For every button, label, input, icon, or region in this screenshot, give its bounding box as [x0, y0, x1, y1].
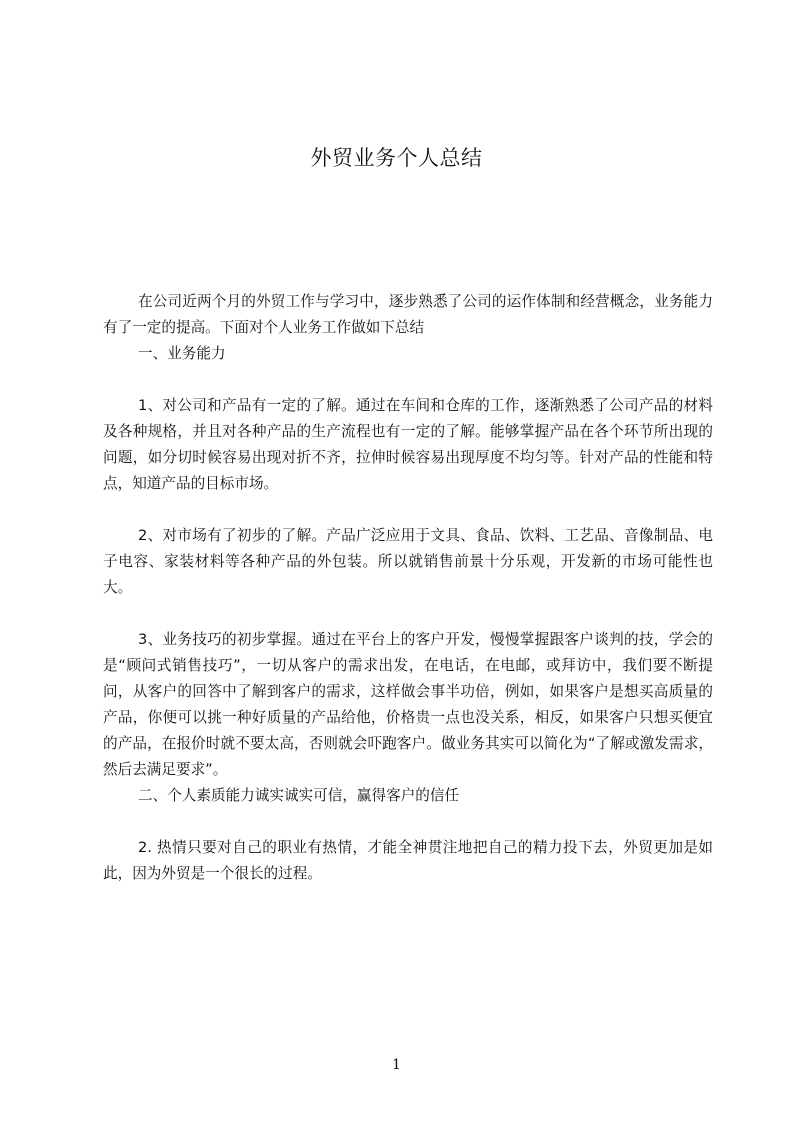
paragraph-business-skills: 3、业务技巧的初步掌握。通过在平台上的客户开发，慢慢掌握跟客户谈判的技，学会的是“顾问式销售技巧”，一切从客户的需求出发，在电话，在电邮，或拜访中，我们要不断提问，从客户的回答中了解到客户的需求，这样做会事半功倍，例如，如果客户是想买高质量的产品，你便可以挑一种好质量的产品给他，价格贵一点也没关系，相反，如果客户只想买便宜的产品，在报价时就不要太高，否则就会吓跑客户。做业务其实可以简化为“了解或激发需求，然后去满足要求”。 — [103, 631, 713, 778]
document-title: 外贸业务个人总结 — [310, 146, 483, 170]
page-number: 1 — [392, 1057, 401, 1073]
document-body — [103, 289, 713, 887]
paragraph-market-understanding: 2、对市场有了初步的了解。产品广泛应用于文具、食品、饮料、工艺品、音像制品、电子电容、家装材料等各种产品的外包装。所以就销售前景十分乐观，开发新的市场可能性也大。 — [103, 527, 713, 596]
intro-paragraph: 在公司近两个月的外贸工作与学习中，逐步熟悉了公司的运作体制和经营概念，业务能力有了一定的提高。下面对个人业务工作做如下总结 — [103, 293, 713, 336]
section-heading-personal-qualities: 二、个人素质能力诚实诚实可信，赢得客户的信任 — [138, 787, 460, 804]
paragraph-enthusiasm: 2. 热情只要对自己的职业有热情，才能全神贯注地把自己的精力投下去，外贸更加是如此，因为外贸是一个很长的过程。 — [103, 839, 713, 882]
paragraph-company-products: 1、对公司和产品有一定的了解。通过在车间和仓库的工作，逐渐熟悉了公司产品的材料及各种规格，并且对各种产品的生产流程也有一定的了解。能够掌握产品在各个环节所出现的问题，如分切时候容易出现对折不齐，拉伸时候容易出现厚度不均匀等。针对产品的性能和特点，知道产品的目标市场。 — [103, 397, 713, 492]
section-heading-business-ability: 一、业务能力 — [138, 345, 226, 362]
